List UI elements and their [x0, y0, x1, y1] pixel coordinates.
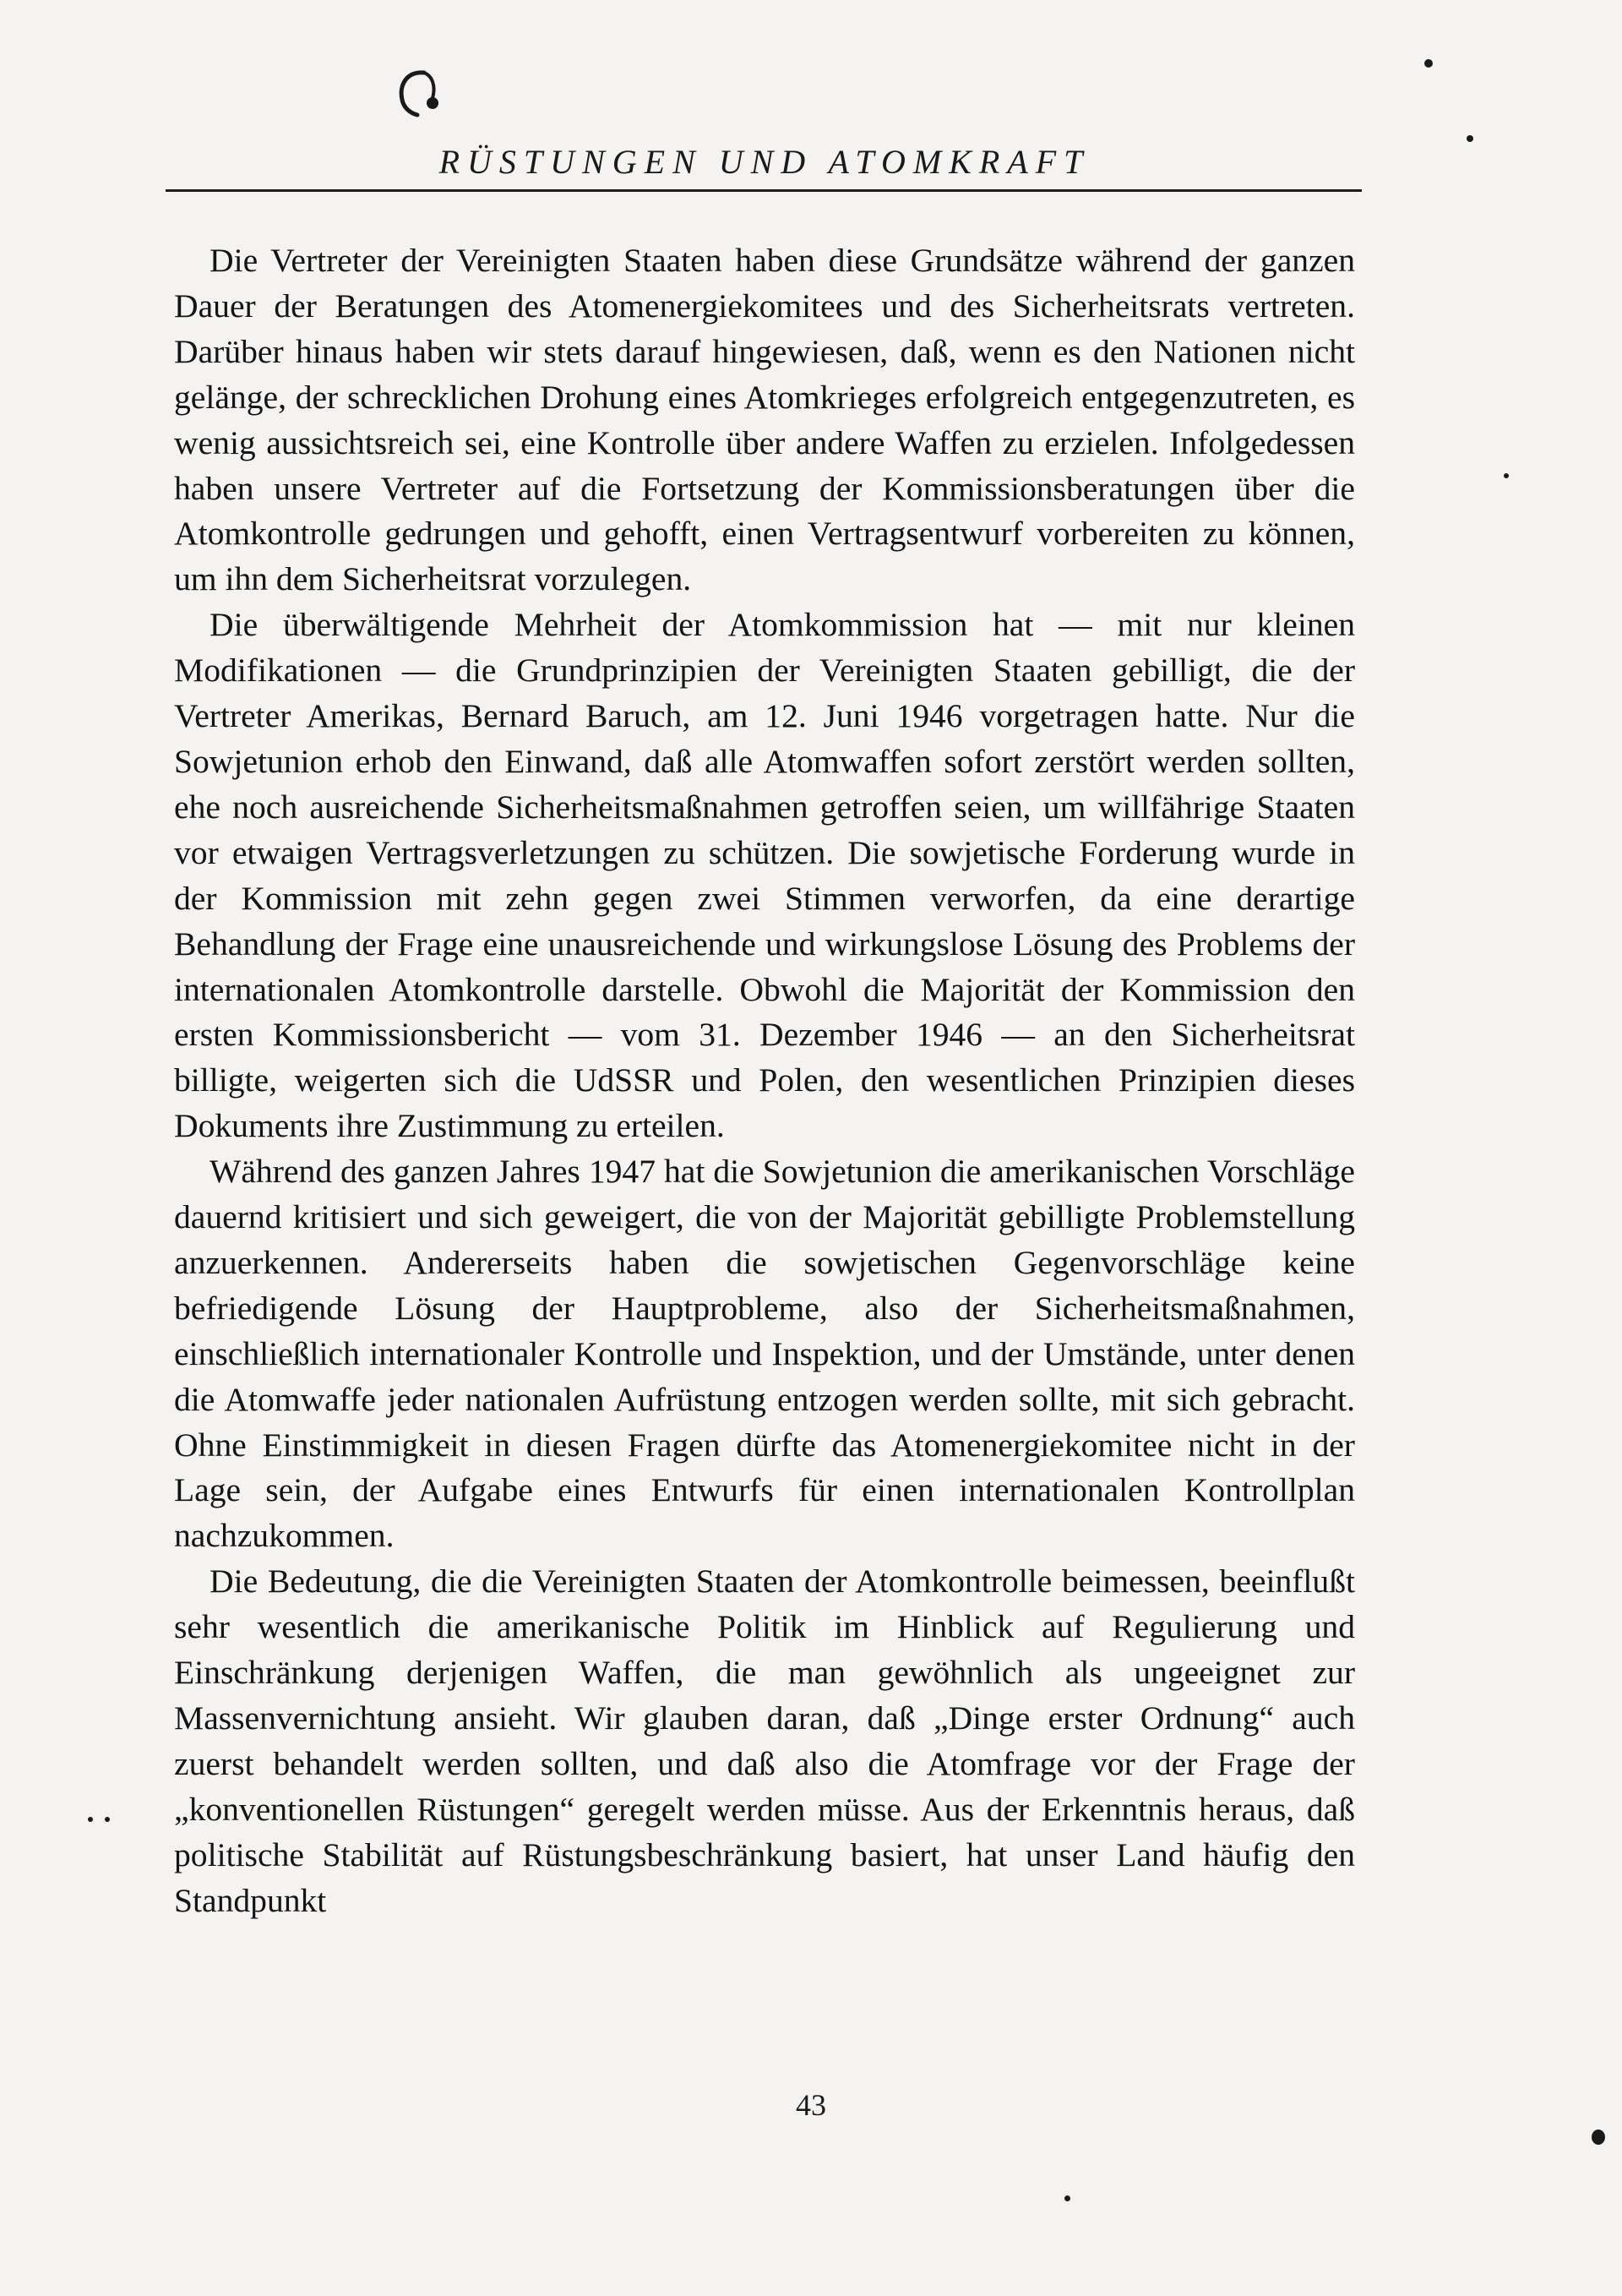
paragraph: Die überwältigende Mehrheit der Atomkommission hat — mit nur kleinen Modifikationen — die Grundprinzipien der Vereinigten Staaten gebilligt, die der Vertreter Amerikas, Bernard Baruch, am 12. Juni 1946 vorgetragen hatte. Nur die Sowjetunion erhob den Einwand, daß alle Atomwaffen sofort zerstört werden sollten, ehe noch ausreichende Sicherheitsmaßnahmen getroffen seien, um willfährige Staaten vor etwaigen Vertragsverletzungen zu schützen. Die sowjetische Forderung wurde in der Kommission mit zehn gegen zwei Stimmen verworfen, da eine derartige Behandlung der Frage eine unausreichende und wirkungslose Lösung des Problems der internationalen Atomkontrolle darstelle. Obwohl die Majorität der Kommission den ersten Kommissionsbericht — vom 31. Dezember 1946 — an den Sicherheitsrat billigte, weigerten sich die UdSSR und Polen, den wesentlichen Prinzipien dieses Dokuments ihre Zustimmung zu erteilen.: [174, 606, 1355, 1145]
scan-speck: [105, 1817, 110, 1822]
header-rule: [166, 189, 1362, 192]
paragraph: Die Vertreter der Vereinigten Staaten haben diese Grundsätze während der ganzen Dauer der Beratungen des Atomenergiekomitees und des Sicherheitsrats vertreten. Darüber hinaus haben wir stets darauf hingewiesen, daß, wenn es den Nationen nicht gelänge, der schrecklichen Drohung eines Atomkrieges erfolgreich entgegenzutreten, es wenig aussichtsreich sei, eine Kontrolle über andere Waffen zu erzielen. Infolgedessen haben unsere Vertreter auf die Fortsetzung der Kommissionsberatungen über die Atomkontrolle gedrungen und gehofft, einen Vertragsentwurf vorbereiten zu können, um ihn dem Sicherheitsrat vorzulegen.: [174, 242, 1355, 598]
scan-speck: [88, 1817, 93, 1822]
scan-speck: [1592, 2130, 1605, 2145]
ornament-icon: [395, 66, 448, 123]
paragraph: Die Bedeutung, die die Vereinigten Staaten der Atomkontrolle beimessen, beeinflußt sehr wesentlich die amerikanische Politik im Hinblick auf Regulierung und Einschränkung derjenigen Waffen, die man gewöhnlich als ungeeignet zur Massenvernichtung ansieht. Wir glauben daran, daß „Dinge erster Ordnung“ auch zuerst behandelt werden sollten, und daß also die Atomfrage vor der Frage der „konventionellen Rüstungen“ geregelt werden müsse. Aus der Erkenntnis heraus, daß politische Stabilität auf Rüstungsbeschränkung basiert, hat unser Land häufig den Standpunkt: [174, 1562, 1355, 1919]
paragraph: Während des ganzen Jahres 1947 hat die Sowjetunion die amerikanischen Vorschläge dauernd kritisiert und sich geweigert, die von der Majorität gebilligte Problemstellung anzuerkennen. Andererseits haben die sowjetischen Gegenvorschläge keine befriedigende Lösung der Hauptprobleme, also der Sicherheitsmaßnahmen, einschließlich internationaler Kontrolle und Inspektion, und der Umstände, unter denen die Atomwaffe jeder nationalen Aufrüstung entzogen werden sollte, mit sich gebracht. Ohne Einstimmigkeit in diesen Fragen dürfte das Atomenergiekomitee nicht in der Lage sein, der Aufgabe eines Entwurfs für einen internationalen Kontrollplan nachzukommen.: [174, 1153, 1355, 1555]
page-number: 43: [796, 2088, 826, 2122]
body-text: [174, 238, 1355, 1924]
scan-speck: [1504, 473, 1509, 478]
running-title: RÜSTUNGEN UND ATOMKRAFT: [438, 143, 1091, 181]
scan-speck: [1467, 135, 1473, 142]
scan-speck: [1424, 59, 1433, 68]
scan-speck: [1064, 2195, 1070, 2201]
